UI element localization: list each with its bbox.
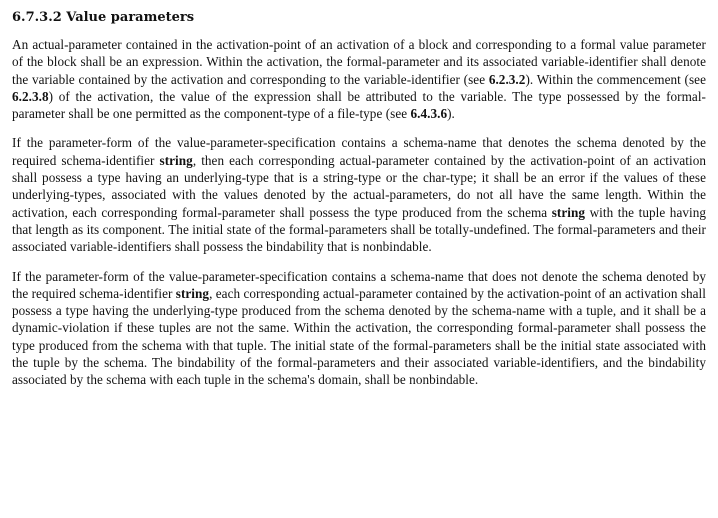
document-page	[12, 10, 706, 389]
bold-term: string	[551, 204, 586, 220]
body-paragraph	[12, 268, 706, 389]
bold-term: 6.4.3.6	[410, 106, 448, 122]
paragraph-text: with the tuple having that length as its component. The initial state of the formal-parameters shall be totally-undefined. The formal-parameters and their associated variable-identifiers shall possess the bindability that is nonbindable.	[12, 204, 706, 255]
paragraph-text: , each corresponding actual-parameter contained by the activation-point of an activation shall possess a type having the underlying-type produced from the schema denoted by the schema-name with a tuple, and it shall be a dynamic-violation if these tuples are not the same. Within the activation, the corresponding formal-parameter shall possess the type produced from the schema with that tuple. The initial state of the formal-parameters shall be the initial state associated with the tuple by the schema. The bindability of the formal-parameters and their associated variable-identifiers, and the bindability associated by the schema with each tuple in the schema's domain, shall be nonbindable.	[12, 285, 706, 388]
paragraph-text: An actual-parameter contained in the activation-point of an activation of a block and corresponding to a formal value parameter of the block shall be an expression. Within the activation, the formal-parameter and its associated variable-identifier shall denote the variable contained by the activation and corresponding to the variable-identifier (see	[12, 37, 706, 87]
paragraph-text: ). Within the commencement (see	[525, 71, 706, 87]
bold-term: 6.2.3.8	[12, 88, 49, 104]
section-heading	[12, 10, 706, 26]
paragraph-text: ) of the activation, the value of the expression shall be attributed to the variable. The type possessed by the formal-parameter shall be one permitted as the component-type of a file-type (see	[12, 88, 706, 122]
paragraph-text: ).	[447, 106, 455, 122]
section-title: Value parameters	[66, 10, 195, 25]
paragraph-text: If the parameter-form of the value-parameter-specification contains a schema-name that denotes the schema denoted by the required schema-identifier	[12, 135, 706, 168]
bold-term: 6.2.3.2	[488, 71, 526, 87]
section-body	[12, 36, 706, 389]
bold-term: string	[175, 285, 210, 301]
paragraph-text: , then each corresponding actual-parameter contained by the activation-point of an activation shall possess a type having an underlying-type that is a string-type or the char-type; it shall be an error if the values of these underlying-types, associated with the values denoted by the actual-parameters, do not all have the same length. Within the activation, each corresponding formal-parameter shall possess the type produced from the schema	[12, 152, 706, 220]
body-paragraph	[12, 36, 706, 122]
body-paragraph	[12, 134, 706, 255]
bold-term: string	[159, 152, 193, 168]
paragraph-text: If the parameter-form of the value-parameter-specification contains a schema-name that does not denote the schema denoted by the required schema-identifier	[12, 268, 706, 301]
section-number: 6.7.3.2	[12, 10, 62, 25]
